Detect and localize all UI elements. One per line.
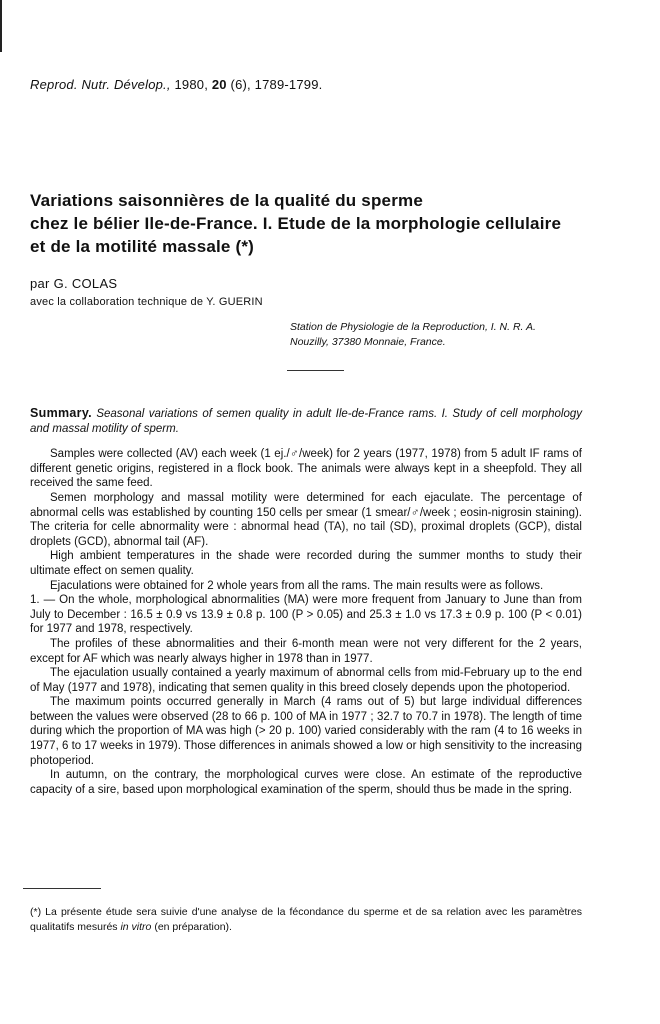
journal-issue-pages: (6), 1789-1799.: [230, 77, 323, 92]
affiliation: [290, 320, 536, 350]
title-line: Variations saisonnières de la qualité du sperme: [30, 191, 423, 210]
journal-volume: 20: [211, 77, 227, 92]
footnote-divider: [23, 888, 101, 889]
summary-paragraph: Samples were collected (AV) each week (1 ej./♂/week) for 2 years (1977, 1978) from 5 adult IF rams of different genetic origins, registered in a flock book. The animals were always kept in a sheepfold. They all received the same feed.: [30, 448, 582, 490]
affiliation-line: Nouzilly, 37380 Monnaie, France.: [290, 336, 446, 348]
footnote-tail: (en préparation).: [154, 921, 232, 933]
author: par G. COLAS: [30, 276, 118, 291]
section-divider: [287, 370, 344, 371]
journal-year: 1980,: [174, 77, 209, 92]
footnote: [30, 905, 582, 935]
summary-section: [30, 406, 582, 797]
journal-name: Reprod. Nutr. Dévelop.,: [30, 77, 171, 92]
title-line: chez le bélier Ile-de-France. I. Etude de la morphologie cellulaire: [30, 214, 562, 233]
title-line: et de la motilité massale (*): [30, 237, 255, 256]
article-title: [30, 189, 630, 258]
summary-paragraph: The maximum points occurred generally in March (4 rams out of 5) but large individual differences between the values were observed (28 to 66 p. 100 of MA in 1977 ; 32.7 to 70.7 in 1978). The length of time during which the proportion of MA was high (> 20 p. 100) varied considerably with the ram (4 to 16 weeks in 1977, 6 to 17 weeks in 1979). Those differences in animals showed a low or high sensitivity to the increasing photoperiod.: [30, 696, 582, 767]
summary-paragraph: Semen morphology and massal motility were determined for each ejaculate. The percentage of abnormal cells was established by counting 150 cells per smear (1 smear/♂/week ; eosin-nigrosin staining). The criteria for celle abnormality were : abnormal head (TA), no tail (SD), proximal droplets (GCP), distal droplets (GCD), abnormal tail (AF).: [30, 491, 582, 548]
journal-reference: [30, 77, 322, 92]
summary-paragraph: 1. — On the whole, morphological abnormalities (MA) were more frequent from January to June than from July to December : 16.5 ± 0.9 vs 13.9 ± 0.8 p. 100 (P > 0.05) and 25.3 ± 1.0 vs 17.3 ± 0.9 p. 100 (P < 0.01) for 1977 and 1978, respectively.: [30, 594, 582, 636]
footnote-text: (*) La présente étude sera suivie d'une analyse de la fécondance du sperme et de sa relation avec les paramètres qualitatifs mesurés: [30, 906, 582, 933]
summary-subtitle: Seasonal variations of semen quality in adult Ile-de-France rams. I. Study of cell morphology and massal motility of sperm.: [30, 408, 582, 435]
technical-collaboration: avec la collaboration technique de Y. GUERIN: [30, 296, 263, 308]
affiliation-line: Station de Physiologie de la Reproduction, I. N. R. A.: [290, 321, 536, 333]
page-edge-mark: [0, 0, 2, 52]
summary-label: Summary.: [30, 406, 92, 420]
summary-heading: [30, 406, 582, 436]
summary-paragraph: Ejaculations were obtained for 2 whole years from all the rams. The main results were as follows.: [50, 579, 544, 592]
summary-paragraph: In autumn, on the contrary, the morphological curves were close. An estimate of the reproductive capacity of a sire, based upon morphological examination of the sperm, should thus be made in the spring.: [30, 769, 582, 796]
footnote-italic: in vitro: [120, 921, 152, 933]
summary-paragraph: The profiles of these abnormalities and their 6-month mean were not very different for the 2 years, except for AF which was nearly always higher in 1978 than in 1977.: [30, 637, 582, 665]
summary-paragraph: The ejaculation usually contained a yearly maximum of abnormal cells from mid-February up to the end of May (1977 and 1978), indicating that semen quality in this breed closely depends upon the photoperiod.: [30, 667, 582, 694]
summary-paragraph: High ambient temperatures in the shade were recorded during the summer months to study their ultimate effect on semen quality.: [30, 550, 582, 577]
